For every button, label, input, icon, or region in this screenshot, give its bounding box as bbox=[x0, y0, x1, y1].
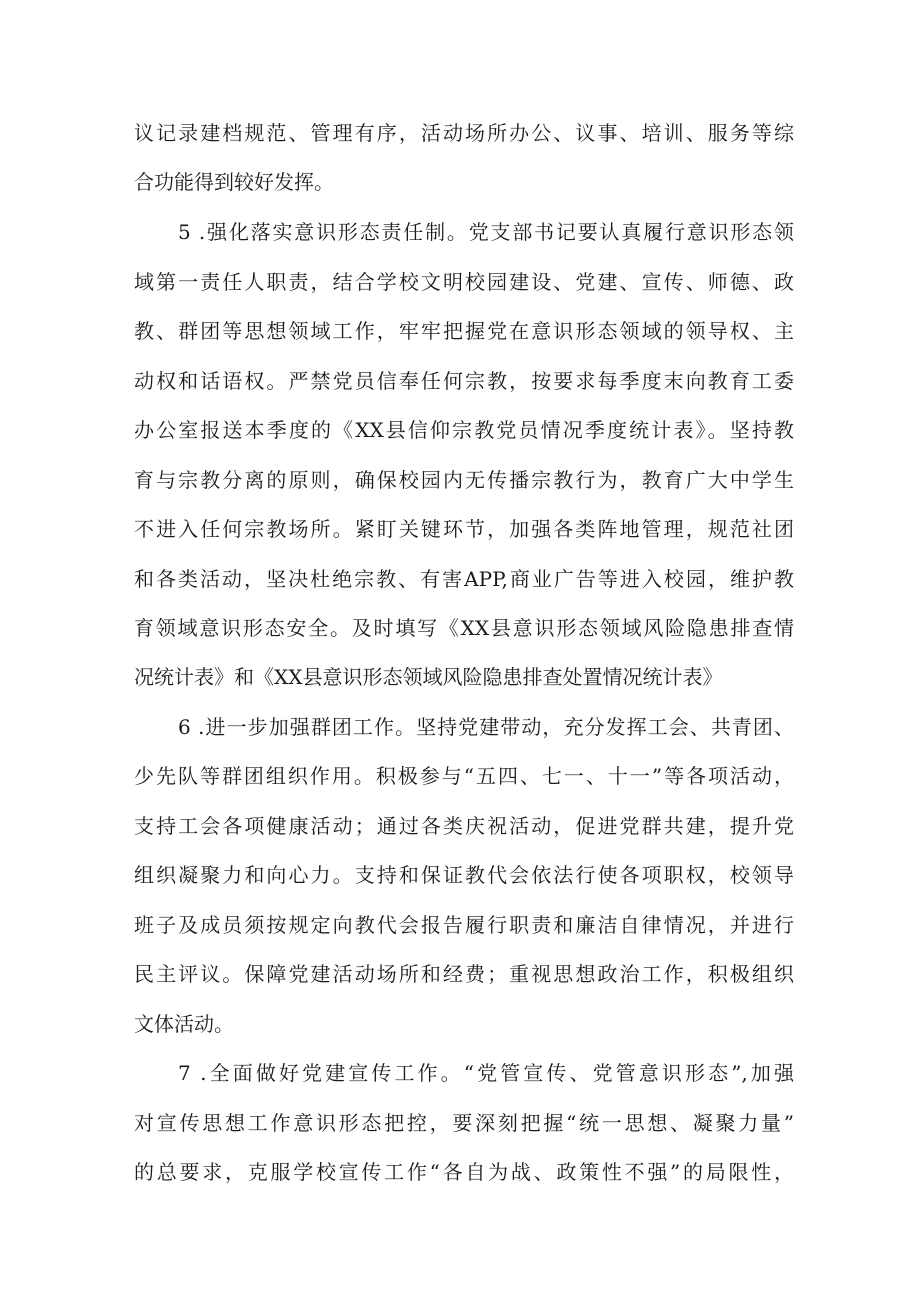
text-line: 组织凝聚力和向心力。支持和保证教代会依法行使各项职权，校领导 bbox=[134, 863, 794, 887]
text-line: 的总要求，克服学校宣传工作“各自为战、政策性不强”的局限性， bbox=[134, 1160, 794, 1184]
text-line: 合功能得到较好发挥。 bbox=[134, 170, 334, 194]
text-line: 少先队等群团组织作用。积极参与“五四、七一、十一”等各项活动， bbox=[134, 764, 794, 788]
text-line: 文体活动。 bbox=[134, 1012, 234, 1036]
paragraph-5-heading-line: 5 .强化落实意识形态责任制。党支部书记要认真履行意识形态领 bbox=[178, 220, 794, 244]
text-line: 教、群团等思想领域工作，牢牢把握党在意识形态领域的领导权、主 bbox=[134, 319, 794, 343]
text-line: 不进入任何宗教场所。紧盯关键环节，加强各类阵地管理，规范社团 bbox=[134, 517, 794, 541]
text-line: 对宣传思想工作意识形态把控，要深刻把握“统一思想、凝聚力量” bbox=[134, 1111, 794, 1135]
text-line: 和各类活动，坚决杜绝宗教、有害APP,商业广告等进入校园，维护教 bbox=[134, 567, 794, 591]
text-line: 育领域意识形态安全。及时填写《XX县意识形态领域风险隐患排查情 bbox=[134, 616, 794, 640]
text-line: 班子及成员须按规定向教代会报告履行职责和廉洁自律情况，并进行 bbox=[134, 913, 794, 937]
text-line: 支持工会各项健康活动；通过各类庆祝活动，促进党群共建，提升党 bbox=[134, 814, 794, 838]
text-line: 办公室报送本季度的《XX县信仰宗教党员情况季度统计表》。坚持教 bbox=[134, 418, 794, 442]
text-line: 域第一责任人职责，结合学校文明校园建设、党建、宣传、师德、政 bbox=[134, 270, 794, 294]
text-line: 动权和话语权。严禁党员信奉任何宗教，按要求每季度末向教育工委 bbox=[134, 369, 794, 393]
text-line: 育与宗教分离的原则，确保校园内无传播宗教行为，教育广大中学生 bbox=[134, 468, 794, 492]
paragraph-6-heading-line: 6 .进一步加强群团工作。坚持党建带动，充分发挥工会、共青团、 bbox=[178, 715, 794, 739]
text-line: 民主评议。保障党建活动场所和经费；重视思想政治工作，积极组织 bbox=[134, 962, 794, 986]
text-line: 议记录建档规范、管理有序，活动场所办公、议事、培训、服务等综 bbox=[134, 121, 794, 145]
paragraph-7-heading-line: 7 .全面做好党建宣传工作。“党管宣传、党管意识形态”,加强 bbox=[178, 1061, 794, 1085]
text-line: 况统计表》和《XX县意识形态领域风险隐患排查处置情况统计表》 bbox=[134, 665, 723, 689]
